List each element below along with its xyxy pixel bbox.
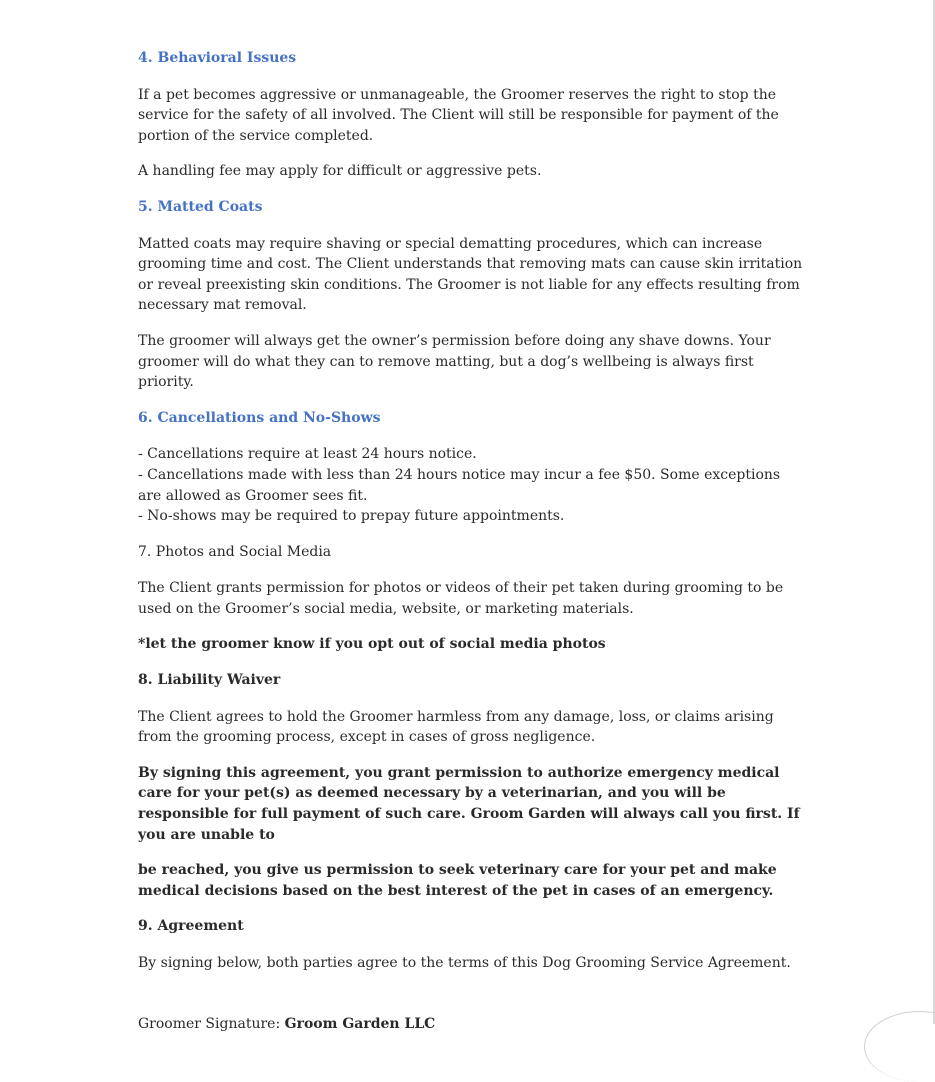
- section-heading-agreement: 9. Agreement: [138, 918, 244, 935]
- matted-paragraph-2: The groomer will always get the owner’s permission before doing any shave downs. Your groomer will do what they can to remove matting, but a dog’s wellbeing is always first priority.: [138, 332, 771, 391]
- section-heading-liability: 8. Liability Waiver: [138, 672, 281, 689]
- liability-paragraph-3: be reached, you give us permission to seek veterinary care for your pet and make medical decisions based on the best interest of the pet in cases of an emergency.: [138, 862, 777, 899]
- photos-paragraph-1: The Client grants permission for photos or videos of their pet taken during grooming to be used on the Groomer’s social media, website, or marketing materials.: [138, 580, 784, 617]
- behavioral-paragraph-2: A handling fee may apply for difficult or aggressive pets.: [138, 163, 542, 180]
- behavioral-paragraph-1: If a pet becomes aggressive or unmanageable, the Groomer reserves the right to stop the service for the safety of all involved. The Client will still be responsible for payment of the portion of the service completed.: [138, 86, 779, 144]
- matted-paragraph-1: Matted coats may require shaving or special dematting procedures, which can increase grooming time and cost. The Client understands that removing mats can cause skin irritation or reveal preexisting skin conditions. The Groomer is not liable for any effects resulting from necessary mat removal.: [138, 235, 803, 314]
- section-heading-cancellations: 6. Cancellations and No-Shows: [138, 409, 381, 426]
- agreement-paragraph: By signing below, both parties agree to the terms of this Dog Grooming Service Agreement.: [138, 955, 791, 971]
- liability-paragraph-1: The Client agrees to hold the Groomer harmless from any damage, loss, or claims arising from the grooming process, except in cases of gross negligence.: [138, 708, 774, 746]
- cancellation-item: - No-shows may be required to prepay future appointments.: [138, 508, 565, 525]
- cancellations-list: [138, 444, 803, 526]
- liability-paragraph-2: By signing this agreement, you grant permission to authorize emergency medical care for your pet(s) as deemed necessary by a veterinarian, and you will be responsible for full payment of such care. Groom Garden will always call you first. If you are unable to: [138, 764, 800, 843]
- photos-opt-out-note: *let the groomer know if you opt out of social media photos: [138, 636, 606, 653]
- section-heading-photos: 7. Photos and Social Media: [138, 543, 332, 560]
- signature-value: Groom Garden LLC: [284, 1015, 436, 1032]
- section-heading-matted: 5. Matted Coats: [138, 198, 263, 215]
- cancellation-item: - Cancellations made with less than 24 hours notice may incur a fee $50. Some exceptions are allowed as Groomer sees fit.: [138, 466, 781, 504]
- section-heading-behavioral: 4. Behavioral Issues: [138, 50, 297, 66]
- corner-decoration: [864, 1011, 935, 1082]
- cancellation-item: - Cancellations require at least 24 hours notice.: [138, 446, 477, 463]
- document-body: [138, 48, 803, 1034]
- signature-label: Groomer Signature:: [138, 1015, 285, 1032]
